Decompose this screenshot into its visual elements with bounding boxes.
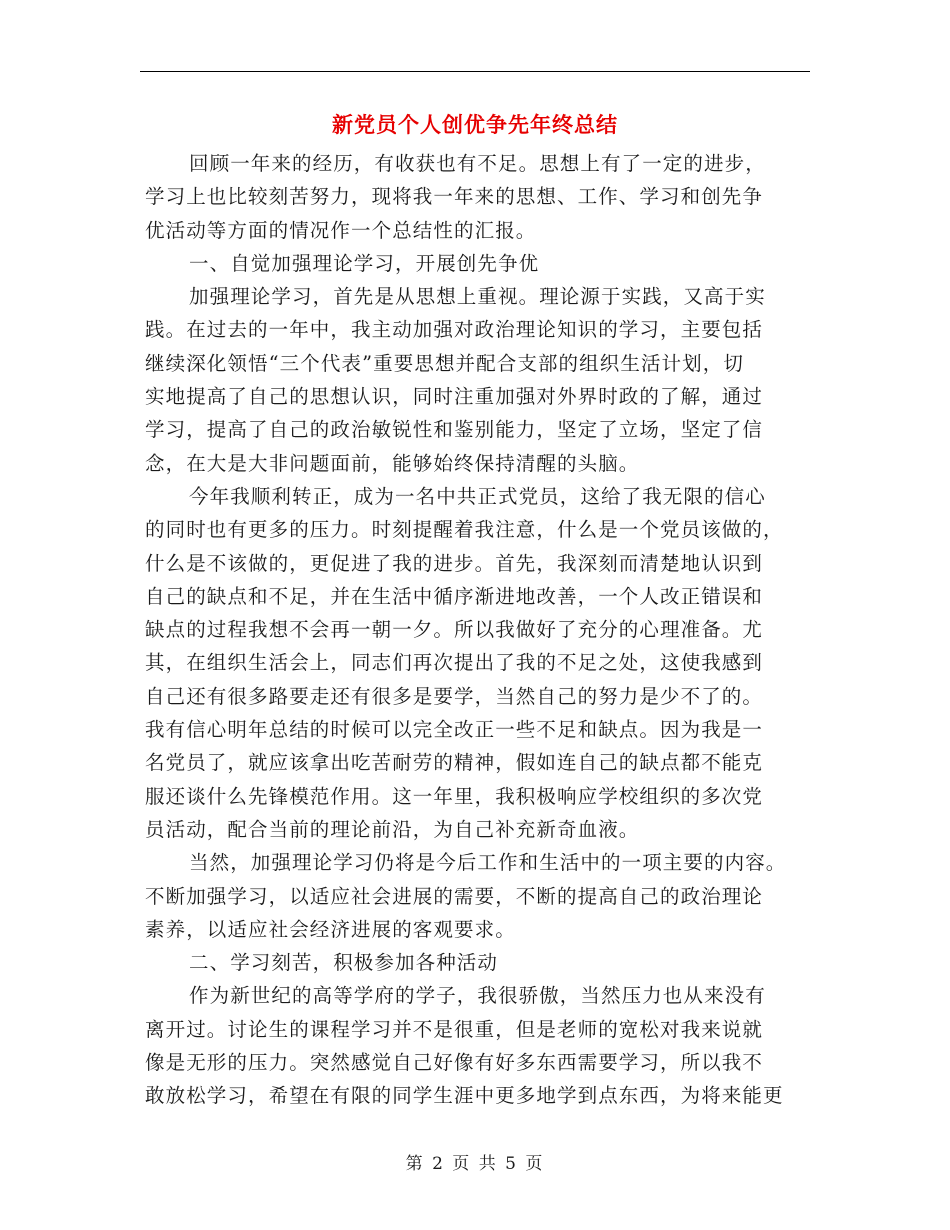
text-line: 像是无形的压力。突然感觉自己好像有好多东西需要学习，所以我不	[145, 1051, 764, 1075]
text-line: 名党员了，就应该拿出吃苦耐劳的精神，假如连自己的缺点都不能克	[145, 751, 764, 775]
text-line: 的同时也有更多的压力。时刻提醒着我注意，什么是一个党员该做的，	[145, 518, 784, 542]
text-line: 学习上也比较刻苦努力，现将我一年来的思想、工作、学习和创先争	[145, 185, 764, 209]
text-line: 当然，加强理论学习仍将是今后工作和生活中的一项主要的内容。	[189, 851, 787, 875]
text-line: 我有信心明年总结的时候可以完全改正一些不足和缺点。因为我是一	[145, 718, 764, 742]
text-line: 什么是不该做的，更促进了我的进步。首先，我深刻而清楚地认识到	[145, 551, 764, 575]
header-rule	[140, 71, 810, 72]
text-line: 离开过。讨论生的课程学习并不是很重，但是老师的宽松对我来说就	[145, 1017, 764, 1041]
text-line: 加强理论学习，首先是从思想上重视。理论源于实践，又高于实	[189, 285, 766, 309]
document-body	[145, 147, 810, 1113]
text-line: 继续深化领悟“三个代表”重要思想并配合支部的组织生活计划，切	[145, 351, 744, 375]
text-line: 今年我顺利转正，成为一名中共正式党员，这给了我无限的信心	[189, 484, 766, 508]
text-line: 其，在组织生活会上，同志们再次提出了我的不足之处，这使我感到	[145, 651, 764, 675]
text-line: 自己还有很多路要走还有很多是要学，当然自己的努力是少不了的。	[145, 684, 764, 708]
text-line: 践。在过去的一年中，我主动加强对政治理论知识的学习，主要包括	[145, 318, 764, 342]
text-line: 优活动等方面的情况作一个总结性的汇报。	[145, 218, 537, 242]
text-line: 服还谈什么先锋模范作用。这一年里，我积极响应学校组织的多次党	[145, 784, 764, 808]
text-line: 自己的缺点和不足，并在生活中循序渐进地改善，一个人改正错误和	[145, 584, 764, 608]
text-line: 作为新世纪的高等学府的学子，我很骄傲，当然压力也从来没有	[189, 984, 766, 1008]
text-line: 回顾一年来的经历，有收获也有不足。思想上有了一定的进步，	[189, 152, 766, 175]
text-line: 不断加强学习，以适应社会进展的需要，不断的提高自己的政治理论	[145, 884, 764, 908]
text-line: 二、学习刻苦，积极参加各种活动	[189, 951, 499, 975]
text-line: 学习，提高了自己的政治敏锐性和鉴别能力，坚定了立场，坚定了信	[145, 418, 764, 442]
text-line: 敢放松学习，希望在有限的同学生涯中更多地学到点东西，为将来能更	[145, 1084, 784, 1108]
text-line: 员活动，配合当前的理论前沿，为自己补充新奇血液。	[145, 817, 640, 841]
document-title: 新党员个人创优争先年终总结	[332, 113, 618, 137]
text-line: 素养，以适应社会经济进展的客观要求。	[145, 917, 516, 941]
text-line: 念，在大是大非问题面前，能够始终保持清醒的头脑。	[145, 451, 640, 475]
page-number-footer: 第 2 页 共 5 页	[405, 1154, 545, 1174]
text-line: 缺点的过程我想不会再一朝一夕。所以我做好了充分的心理准备。尤	[145, 618, 764, 642]
text-line: 一、自觉加强理论学习，开展创先争优	[189, 251, 540, 275]
text-line: 实地提高了自己的思想认识，同时注重加强对外界时政的了解，通过	[145, 385, 764, 409]
